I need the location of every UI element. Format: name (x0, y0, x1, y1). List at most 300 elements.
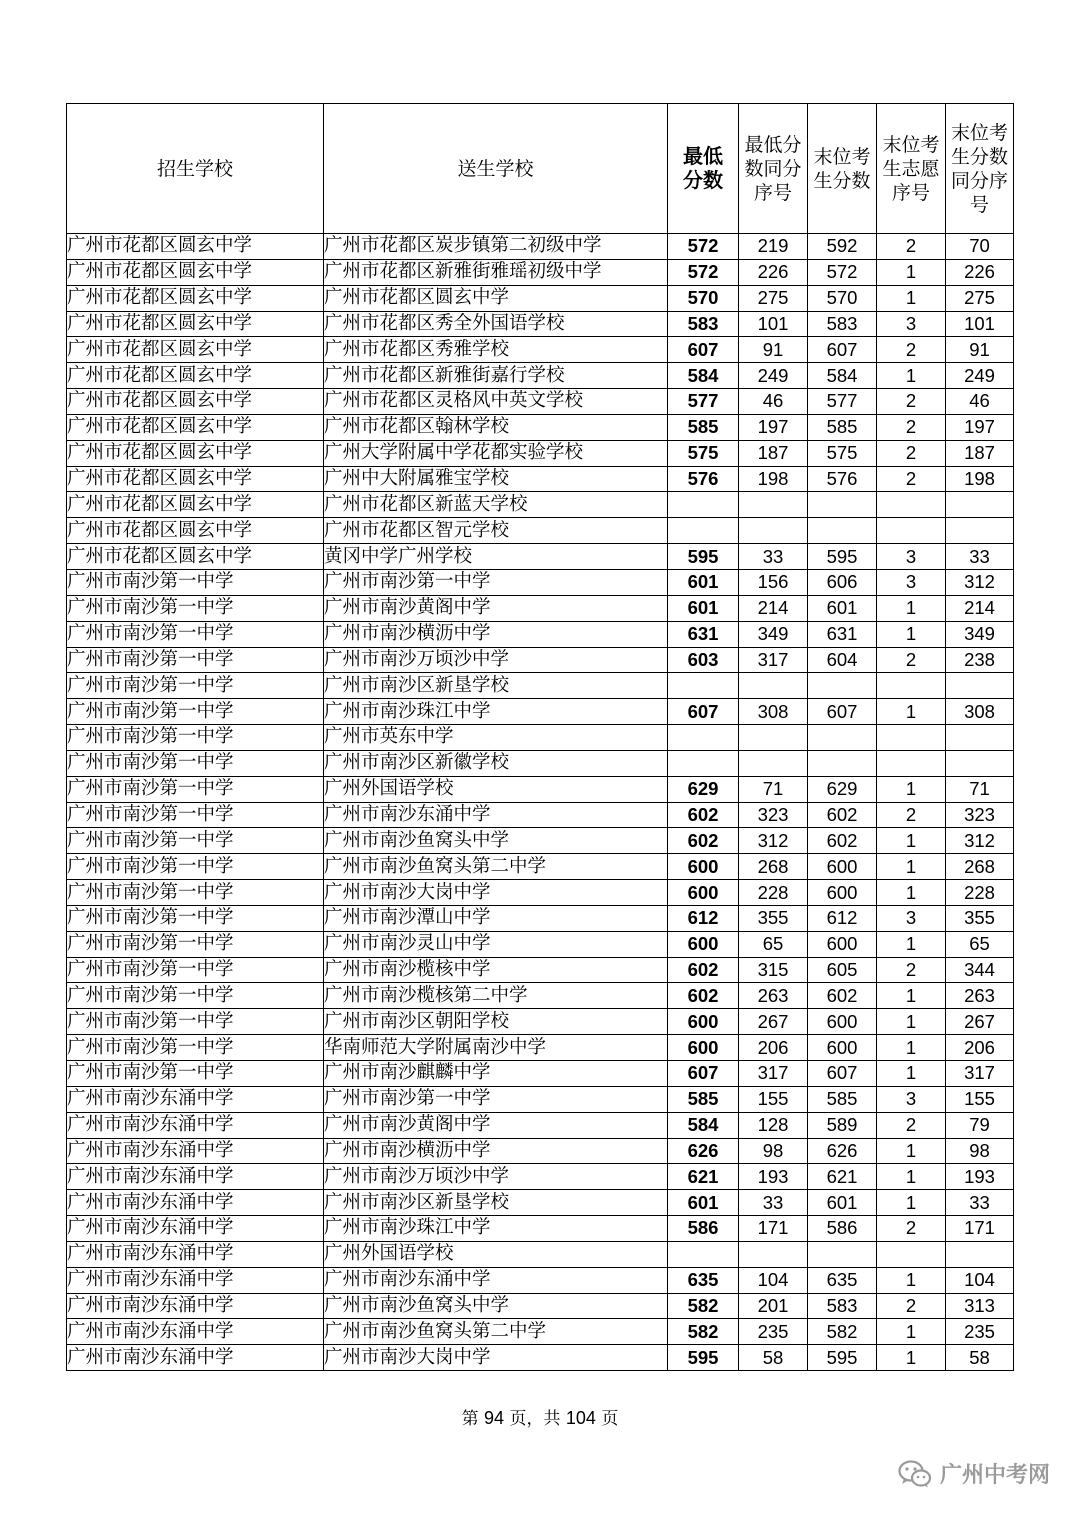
cell-min-score (668, 750, 739, 776)
cell-last-rank: 268 (946, 854, 1014, 880)
table-row (67, 750, 1014, 776)
table-row (67, 389, 1014, 415)
cell-min-score: 595 (668, 1345, 739, 1371)
cell-last-wish: 3 (877, 1086, 946, 1112)
cell-last-score: 600 (808, 1009, 877, 1035)
cell-last-score: 577 (808, 389, 877, 415)
cell-last-wish: 2 (877, 802, 946, 828)
cell-recruit-school: 广州市南沙第一中学 (67, 725, 324, 751)
cell-sending-school: 广州市南沙万顷沙中学 (324, 1164, 668, 1190)
table-row (67, 1009, 1014, 1035)
cell-sending-school: 广州市南沙区朝阳学校 (324, 1009, 668, 1035)
footer-prefix: 第 (461, 1409, 479, 1429)
cell-min-score: 600 (668, 1009, 739, 1035)
cell-recruit-school: 广州市南沙第一中学 (67, 595, 324, 621)
cell-sending-school: 黄冈中学广州学校 (324, 544, 668, 570)
cell-last-rank (946, 518, 1014, 544)
cell-last-score: 604 (808, 647, 877, 673)
cell-last-score: 575 (808, 440, 877, 466)
cell-min-score: 629 (668, 776, 739, 802)
cell-sending-school: 广州市南沙第一中学 (324, 569, 668, 595)
watermark-text: 广州中考网 (939, 1463, 1050, 1488)
cell-recruit-school: 广州市南沙第一中学 (67, 957, 324, 983)
cell-min-score-rank: 228 (739, 880, 808, 906)
cell-last-score: 600 (808, 880, 877, 906)
cell-last-rank: 263 (946, 983, 1014, 1009)
cell-sending-school: 广州市南沙万顷沙中学 (324, 647, 668, 673)
cell-min-score-rank: 206 (739, 1035, 808, 1061)
cell-recruit-school: 广州市花都区圆玄中学 (67, 389, 324, 415)
cell-last-rank: 214 (946, 595, 1014, 621)
cell-min-score: 607 (668, 1061, 739, 1087)
cell-min-score-rank: 317 (739, 1061, 808, 1087)
cell-recruit-school: 广州市南沙第一中学 (67, 1035, 324, 1061)
table-row (67, 466, 1014, 492)
page-footer (0, 1404, 1080, 1429)
cell-min-score: 582 (668, 1319, 739, 1345)
cell-last-wish: 3 (877, 905, 946, 931)
cell-min-score: 600 (668, 854, 739, 880)
cell-last-wish: 1 (877, 1138, 946, 1164)
cell-last-rank: 275 (946, 285, 1014, 311)
table-row (67, 1319, 1014, 1345)
cell-last-score: 600 (808, 854, 877, 880)
table-row (67, 595, 1014, 621)
cell-min-score (668, 673, 739, 699)
cell-min-score-rank: 267 (739, 1009, 808, 1035)
table-row (67, 1241, 1014, 1267)
cell-min-score-rank: 315 (739, 957, 808, 983)
cell-last-score: 585 (808, 1086, 877, 1112)
cell-min-score-rank: 198 (739, 466, 808, 492)
cell-last-rank: 65 (946, 931, 1014, 957)
cell-last-wish (877, 492, 946, 518)
cell-sending-school: 广州市南沙区新徽学校 (324, 750, 668, 776)
cell-last-rank (946, 1241, 1014, 1267)
cell-last-wish: 1 (877, 259, 946, 285)
cell-last-score (808, 518, 877, 544)
table-row (67, 569, 1014, 595)
cell-recruit-school: 广州市南沙东涌中学 (67, 1086, 324, 1112)
cell-recruit-school: 广州市南沙第一中学 (67, 673, 324, 699)
table-row (67, 1190, 1014, 1216)
cell-min-score: 583 (668, 311, 739, 337)
table-row (67, 957, 1014, 983)
cell-last-rank: 312 (946, 828, 1014, 854)
cell-last-wish: 1 (877, 854, 946, 880)
cell-min-score-rank (739, 725, 808, 751)
cell-sending-school: 广州市英东中学 (324, 725, 668, 751)
cell-last-score: 572 (808, 259, 877, 285)
cell-last-score: 595 (808, 544, 877, 570)
cell-last-rank: 187 (946, 440, 1014, 466)
cell-sending-school: 广州市南沙黄阁中学 (324, 595, 668, 621)
table-row (67, 699, 1014, 725)
cell-recruit-school: 广州市花都区圆玄中学 (67, 337, 324, 363)
cell-last-wish: 1 (877, 699, 946, 725)
table-row (67, 440, 1014, 466)
cell-last-rank (946, 750, 1014, 776)
cell-last-wish: 1 (877, 983, 946, 1009)
cell-sending-school: 广州市南沙珠江中学 (324, 1216, 668, 1242)
cell-last-score: 582 (808, 1319, 877, 1345)
table-row (67, 1164, 1014, 1190)
cell-min-score: 607 (668, 337, 739, 363)
cell-sending-school: 广州市花都区秀雅学校 (324, 337, 668, 363)
cell-last-wish: 1 (877, 1190, 946, 1216)
cell-min-score (668, 1241, 739, 1267)
cell-sending-school: 广州市花都区新雅街雅瑶初级中学 (324, 259, 668, 285)
cell-last-wish: 3 (877, 544, 946, 570)
cell-last-score: 601 (808, 595, 877, 621)
cell-min-score: 601 (668, 595, 739, 621)
cell-min-score-rank: 214 (739, 595, 808, 621)
cell-last-rank: 98 (946, 1138, 1014, 1164)
cell-recruit-school: 广州市南沙东涌中学 (67, 1319, 324, 1345)
cell-recruit-school: 广州市南沙第一中学 (67, 802, 324, 828)
cell-last-score: 631 (808, 621, 877, 647)
cell-min-score-rank: 33 (739, 544, 808, 570)
cell-recruit-school: 广州市南沙第一中学 (67, 776, 324, 802)
header-sending-school: 送生学校 (324, 104, 668, 234)
cell-min-score-rank: 308 (739, 699, 808, 725)
cell-sending-school: 广州市南沙黄阁中学 (324, 1112, 668, 1138)
cell-min-score: 602 (668, 802, 739, 828)
header-last-rank: 末位考生分数同分序号 (946, 104, 1014, 234)
cell-min-score-rank: 355 (739, 905, 808, 931)
header-recruit-school: 招生学校 (67, 104, 324, 234)
cell-last-score: 601 (808, 1190, 877, 1216)
cell-min-score-rank: 235 (739, 1319, 808, 1345)
cell-min-score: 585 (668, 414, 739, 440)
cell-min-score: 603 (668, 647, 739, 673)
cell-min-score-rank: 197 (739, 414, 808, 440)
cell-sending-school: 广州市花都区翰林学校 (324, 414, 668, 440)
cell-min-score: 607 (668, 699, 739, 725)
cell-last-wish: 1 (877, 285, 946, 311)
cell-last-wish: 3 (877, 569, 946, 595)
cell-last-score: 585 (808, 414, 877, 440)
cell-last-score: 586 (808, 1216, 877, 1242)
cell-sending-school: 广州市南沙鱼窝头第二中学 (324, 1319, 668, 1345)
cell-sending-school: 广州市南沙横沥中学 (324, 621, 668, 647)
cell-min-score: 601 (668, 569, 739, 595)
cell-min-score: 602 (668, 983, 739, 1009)
cell-recruit-school: 广州市南沙第一中学 (67, 880, 324, 906)
cell-sending-school: 广州市南沙区新垦学校 (324, 673, 668, 699)
cell-last-score: 570 (808, 285, 877, 311)
cell-last-score (808, 725, 877, 751)
cell-recruit-school: 广州市南沙东涌中学 (67, 1293, 324, 1319)
cell-last-score: 600 (808, 931, 877, 957)
table-row (67, 983, 1014, 1009)
table-header-row (67, 104, 1014, 234)
cell-last-wish (877, 1241, 946, 1267)
cell-last-score: 583 (808, 311, 877, 337)
cell-last-score: 605 (808, 957, 877, 983)
cell-min-score (668, 518, 739, 544)
cell-recruit-school: 广州市南沙第一中学 (67, 931, 324, 957)
cell-last-wish: 2 (877, 337, 946, 363)
cell-last-wish: 2 (877, 414, 946, 440)
cell-last-rank: 58 (946, 1345, 1014, 1371)
header-min-score: 最低分数 (668, 104, 739, 234)
table-row (67, 1216, 1014, 1242)
cell-sending-school: 广州市花都区秀全外国语学校 (324, 311, 668, 337)
cell-last-score: 576 (808, 466, 877, 492)
cell-min-score: 635 (668, 1267, 739, 1293)
table-row (67, 1293, 1014, 1319)
cell-min-score-rank: 156 (739, 569, 808, 595)
cell-last-rank: 71 (946, 776, 1014, 802)
table-row (67, 234, 1014, 260)
table-row (67, 647, 1014, 673)
header-min-score-rank: 最低分数同分序号 (739, 104, 808, 234)
cell-last-rank: 197 (946, 414, 1014, 440)
cell-min-score: 572 (668, 234, 739, 260)
cell-last-score: 621 (808, 1164, 877, 1190)
cell-recruit-school: 广州市花都区圆玄中学 (67, 234, 324, 260)
cell-recruit-school: 广州市花都区圆玄中学 (67, 492, 324, 518)
cell-sending-school: 广州市南沙灵山中学 (324, 931, 668, 957)
page-number: 94 (484, 1408, 505, 1428)
cell-min-score-rank (739, 518, 808, 544)
cell-last-score: 595 (808, 1345, 877, 1371)
cell-sending-school: 广州中大附属雅宝学校 (324, 466, 668, 492)
cell-last-rank: 317 (946, 1061, 1014, 1087)
cell-last-score: 592 (808, 234, 877, 260)
cell-sending-school: 广州市花都区炭步镇第二初级中学 (324, 234, 668, 260)
cell-last-score: 583 (808, 1293, 877, 1319)
cell-sending-school: 广州市南沙鱼窝头中学 (324, 1293, 668, 1319)
cell-min-score: 585 (668, 1086, 739, 1112)
table-row (67, 311, 1014, 337)
table-row (67, 1086, 1014, 1112)
cell-last-rank: 249 (946, 363, 1014, 389)
cell-sending-school: 广州市南沙东涌中学 (324, 802, 668, 828)
cell-min-score: 582 (668, 1293, 739, 1319)
cell-last-rank: 91 (946, 337, 1014, 363)
cell-last-wish (877, 518, 946, 544)
cell-last-wish: 2 (877, 440, 946, 466)
cell-recruit-school: 广州市南沙第一中学 (67, 983, 324, 1009)
cell-last-wish: 2 (877, 957, 946, 983)
table-row (67, 1061, 1014, 1087)
cell-recruit-school: 广州市南沙东涌中学 (67, 1216, 324, 1242)
cell-last-score: 584 (808, 363, 877, 389)
cell-min-score-rank: 46 (739, 389, 808, 415)
cell-min-score-rank: 91 (739, 337, 808, 363)
cell-sending-school: 广州市南沙榄核中学 (324, 957, 668, 983)
cell-sending-school: 广州外国语学校 (324, 776, 668, 802)
cell-last-rank: 323 (946, 802, 1014, 828)
cell-recruit-school: 广州市南沙第一中学 (67, 621, 324, 647)
cell-last-wish: 1 (877, 1267, 946, 1293)
cell-min-score (668, 725, 739, 751)
cell-last-rank: 355 (946, 905, 1014, 931)
cell-sending-school: 广州市南沙第一中学 (324, 1086, 668, 1112)
cell-last-rank: 33 (946, 1190, 1014, 1216)
cell-sending-school: 广州大学附属中学花都实验学校 (324, 440, 668, 466)
cell-recruit-school: 广州市南沙东涌中学 (67, 1241, 324, 1267)
table-row (67, 363, 1014, 389)
cell-last-score: 607 (808, 337, 877, 363)
cell-last-score: 606 (808, 569, 877, 595)
cell-min-score-rank: 263 (739, 983, 808, 1009)
cell-last-score: 602 (808, 983, 877, 1009)
cell-last-wish: 1 (877, 1345, 946, 1371)
table-row (67, 1035, 1014, 1061)
cell-sending-school: 广州市南沙大岗中学 (324, 880, 668, 906)
cell-last-wish: 1 (877, 931, 946, 957)
cell-sending-school: 广州市南沙麒麟中学 (324, 1061, 668, 1087)
cell-last-rank: 101 (946, 311, 1014, 337)
cell-last-rank (946, 492, 1014, 518)
cell-recruit-school: 广州市花都区圆玄中学 (67, 518, 324, 544)
cell-last-wish: 1 (877, 776, 946, 802)
cell-min-score-rank: 65 (739, 931, 808, 957)
cell-recruit-school: 广州市南沙第一中学 (67, 647, 324, 673)
table-row (67, 1345, 1014, 1371)
table-row (67, 492, 1014, 518)
cell-min-score-rank: 249 (739, 363, 808, 389)
cell-last-rank: 308 (946, 699, 1014, 725)
cell-last-rank: 104 (946, 1267, 1014, 1293)
cell-sending-school: 华南师范大学附属南沙中学 (324, 1035, 668, 1061)
cell-min-score: 601 (668, 1190, 739, 1216)
cell-last-rank: 193 (946, 1164, 1014, 1190)
cell-last-wish: 2 (877, 1216, 946, 1242)
cell-last-wish: 3 (877, 311, 946, 337)
cell-last-wish: 1 (877, 363, 946, 389)
cell-last-wish: 2 (877, 389, 946, 415)
cell-last-score: 635 (808, 1267, 877, 1293)
cell-min-score-rank: 104 (739, 1267, 808, 1293)
cell-recruit-school: 广州市花都区圆玄中学 (67, 544, 324, 570)
cell-recruit-school: 广州市南沙东涌中学 (67, 1190, 324, 1216)
cell-min-score: 576 (668, 466, 739, 492)
cell-sending-school: 广州市南沙大岗中学 (324, 1345, 668, 1371)
cell-last-score: 629 (808, 776, 877, 802)
cell-min-score-rank (739, 492, 808, 518)
watermark (898, 1458, 1050, 1489)
cell-last-wish: 2 (877, 466, 946, 492)
cell-last-score: 626 (808, 1138, 877, 1164)
cell-last-score (808, 492, 877, 518)
cell-recruit-school: 广州市南沙第一中学 (67, 828, 324, 854)
cell-min-score: 577 (668, 389, 739, 415)
cell-min-score-rank: 171 (739, 1216, 808, 1242)
cell-last-wish: 1 (877, 1061, 946, 1087)
table-row (67, 673, 1014, 699)
cell-min-score-rank: 312 (739, 828, 808, 854)
cell-last-wish: 1 (877, 1319, 946, 1345)
cell-min-score: 584 (668, 363, 739, 389)
cell-min-score-rank: 155 (739, 1086, 808, 1112)
cell-last-score (808, 673, 877, 699)
cell-last-rank (946, 725, 1014, 751)
cell-recruit-school: 广州市花都区圆玄中学 (67, 311, 324, 337)
header-last-wish: 末位考生志愿序号 (877, 104, 946, 234)
cell-recruit-school: 广州市花都区圆玄中学 (67, 414, 324, 440)
cell-recruit-school: 广州市花都区圆玄中学 (67, 363, 324, 389)
cell-last-rank: 238 (946, 647, 1014, 673)
cell-last-score: 607 (808, 1061, 877, 1087)
cell-sending-school: 广州市南沙区新垦学校 (324, 1190, 668, 1216)
cell-min-score-rank: 323 (739, 802, 808, 828)
cell-last-rank: 228 (946, 880, 1014, 906)
cell-recruit-school: 广州市南沙东涌中学 (67, 1164, 324, 1190)
table-body (67, 234, 1014, 1371)
table-row (67, 828, 1014, 854)
cell-min-score-rank: 275 (739, 285, 808, 311)
cell-sending-school: 广州市南沙东涌中学 (324, 1267, 668, 1293)
table-row (67, 1138, 1014, 1164)
cell-last-rank: 198 (946, 466, 1014, 492)
cell-last-rank (946, 673, 1014, 699)
cell-sending-school: 广州市南沙横沥中学 (324, 1138, 668, 1164)
cell-min-score-rank: 128 (739, 1112, 808, 1138)
cell-last-rank: 312 (946, 569, 1014, 595)
cell-recruit-school: 广州市南沙东涌中学 (67, 1112, 324, 1138)
cell-min-score: 602 (668, 957, 739, 983)
cell-min-score: 612 (668, 905, 739, 931)
cell-sending-school: 广州外国语学校 (324, 1241, 668, 1267)
cell-recruit-school: 广州市花都区圆玄中学 (67, 466, 324, 492)
cell-recruit-school: 广州市南沙第一中学 (67, 1061, 324, 1087)
cell-last-wish (877, 725, 946, 751)
table-row (67, 905, 1014, 931)
cell-min-score-rank: 101 (739, 311, 808, 337)
table-row (67, 880, 1014, 906)
cell-min-score: 626 (668, 1138, 739, 1164)
cell-recruit-school: 广州市南沙第一中学 (67, 854, 324, 880)
table-row (67, 259, 1014, 285)
total-pages: 104 (565, 1408, 596, 1428)
cell-last-wish: 2 (877, 647, 946, 673)
table-row (67, 802, 1014, 828)
cell-last-wish (877, 673, 946, 699)
footer-middle: 页，共 (509, 1409, 561, 1429)
cell-last-score: 600 (808, 1035, 877, 1061)
cell-min-score: 595 (668, 544, 739, 570)
cell-last-rank: 46 (946, 389, 1014, 415)
table-row (67, 518, 1014, 544)
cell-min-score-rank: 193 (739, 1164, 808, 1190)
cell-last-score (808, 750, 877, 776)
cell-sending-school: 广州市花都区智元学校 (324, 518, 668, 544)
cell-last-rank: 267 (946, 1009, 1014, 1035)
cell-recruit-school: 广州市南沙东涌中学 (67, 1267, 324, 1293)
cell-last-wish: 2 (877, 1112, 946, 1138)
table-row (67, 1112, 1014, 1138)
table-row (67, 414, 1014, 440)
cell-sending-school: 广州市花都区新雅街嘉行学校 (324, 363, 668, 389)
cell-last-rank: 79 (946, 1112, 1014, 1138)
cell-last-wish: 1 (877, 1164, 946, 1190)
cell-recruit-school: 广州市花都区圆玄中学 (67, 440, 324, 466)
cell-min-score: 600 (668, 1035, 739, 1061)
cell-min-score-rank: 98 (739, 1138, 808, 1164)
table-row (67, 1267, 1014, 1293)
cell-last-wish: 1 (877, 621, 946, 647)
cell-min-score-rank: 201 (739, 1293, 808, 1319)
cell-recruit-school: 广州市南沙东涌中学 (67, 1345, 324, 1371)
cell-min-score-rank: 317 (739, 647, 808, 673)
footer-suffix: 页 (601, 1409, 619, 1429)
cell-last-score: 612 (808, 905, 877, 931)
cell-min-score: 631 (668, 621, 739, 647)
